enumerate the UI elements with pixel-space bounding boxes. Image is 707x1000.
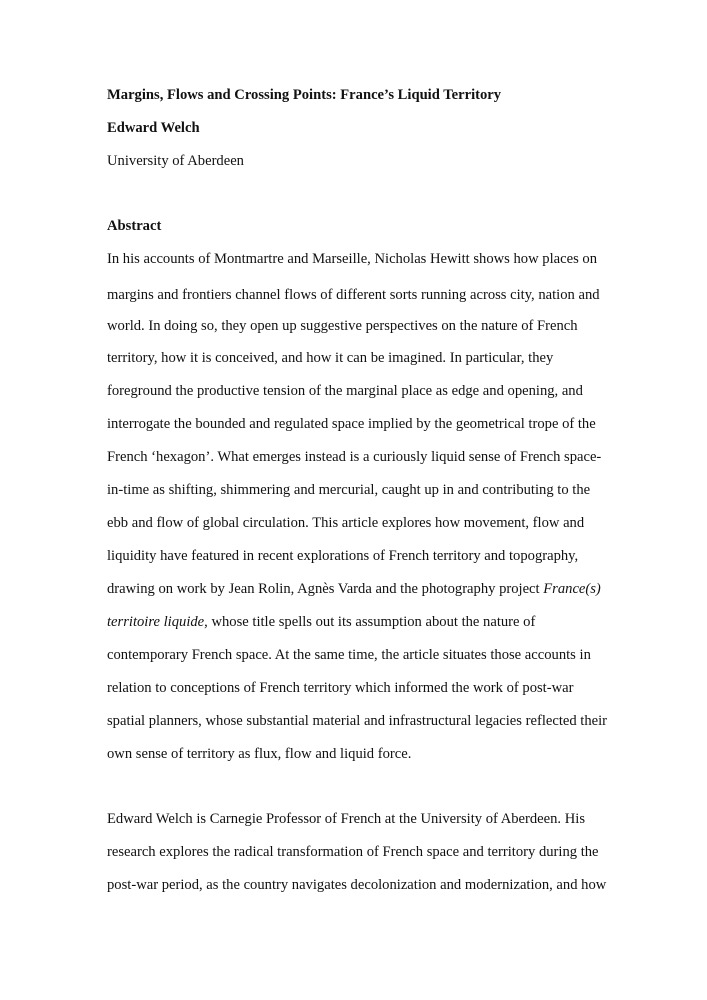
abstract-line <box>107 580 601 598</box>
abstract-line: ebb and flow of global circulation. This article explores how movement, flow and <box>107 515 585 531</box>
abstract-line: relation to conceptions of French territory which informed the work of post-war <box>107 680 574 696</box>
abstract-line: in-time as shifting, shimmering and mercurial, caught up in and contributing to the <box>107 482 591 498</box>
abstract-line: In his accounts of Montmartre and Marseille, Nicholas Hewitt shows how places on <box>107 251 597 267</box>
bio-line: post-war period, as the country navigates decolonization and modernization, and how <box>107 877 607 893</box>
project-title-italic: France(s) <box>543 581 601 597</box>
abstract-line: interrogate the bounded and regulated space implied by the geometrical trope of the <box>107 416 596 432</box>
project-title-italic: territoire liquide <box>107 614 205 630</box>
abstract-line: French ‘hexagon’. What emerges instead is a curiously liquid sense of French space- <box>107 449 602 465</box>
abstract-line: own sense of territory as flux, flow and liquid force. <box>107 746 412 762</box>
abstract-line: margins and frontiers channel flows of different sorts running across city, nation and <box>107 287 600 303</box>
abstract-line: spatial planners, whose substantial material and infrastructural legacies reflected their <box>107 713 608 729</box>
abstract-heading: Abstract <box>107 218 162 234</box>
author-name: Edward Welch <box>107 120 200 136</box>
abstract-line <box>107 613 535 631</box>
abstract-text: drawing on work by Jean Rolin, Agnès Varda and the photography project <box>107 581 544 597</box>
bio-line: research explores the radical transformation of French space and territory during the <box>107 844 599 860</box>
author-affiliation: University of Aberdeen <box>107 153 244 169</box>
abstract-line: foreground the productive tension of the marginal place as edge and opening, and <box>107 383 583 399</box>
abstract-line: territory, how it is conceived, and how it can be imagined. In particular, they <box>107 350 554 366</box>
bio-line: Edward Welch is Carnegie Professor of French at the University of Aberdeen. His <box>107 811 585 827</box>
abstract-line: liquidity have featured in recent explorations of French territory and topography, <box>107 548 579 564</box>
abstract-line: contemporary French space. At the same time, the article situates those accounts in <box>107 647 591 663</box>
article-title: Margins, Flows and Crossing Points: France’s Liquid Territory <box>107 87 502 103</box>
abstract-text: , whose title spells out its assumption about the nature of <box>204 614 536 630</box>
abstract-line: world. In doing so, they open up suggestive perspectives on the nature of French <box>107 318 578 334</box>
